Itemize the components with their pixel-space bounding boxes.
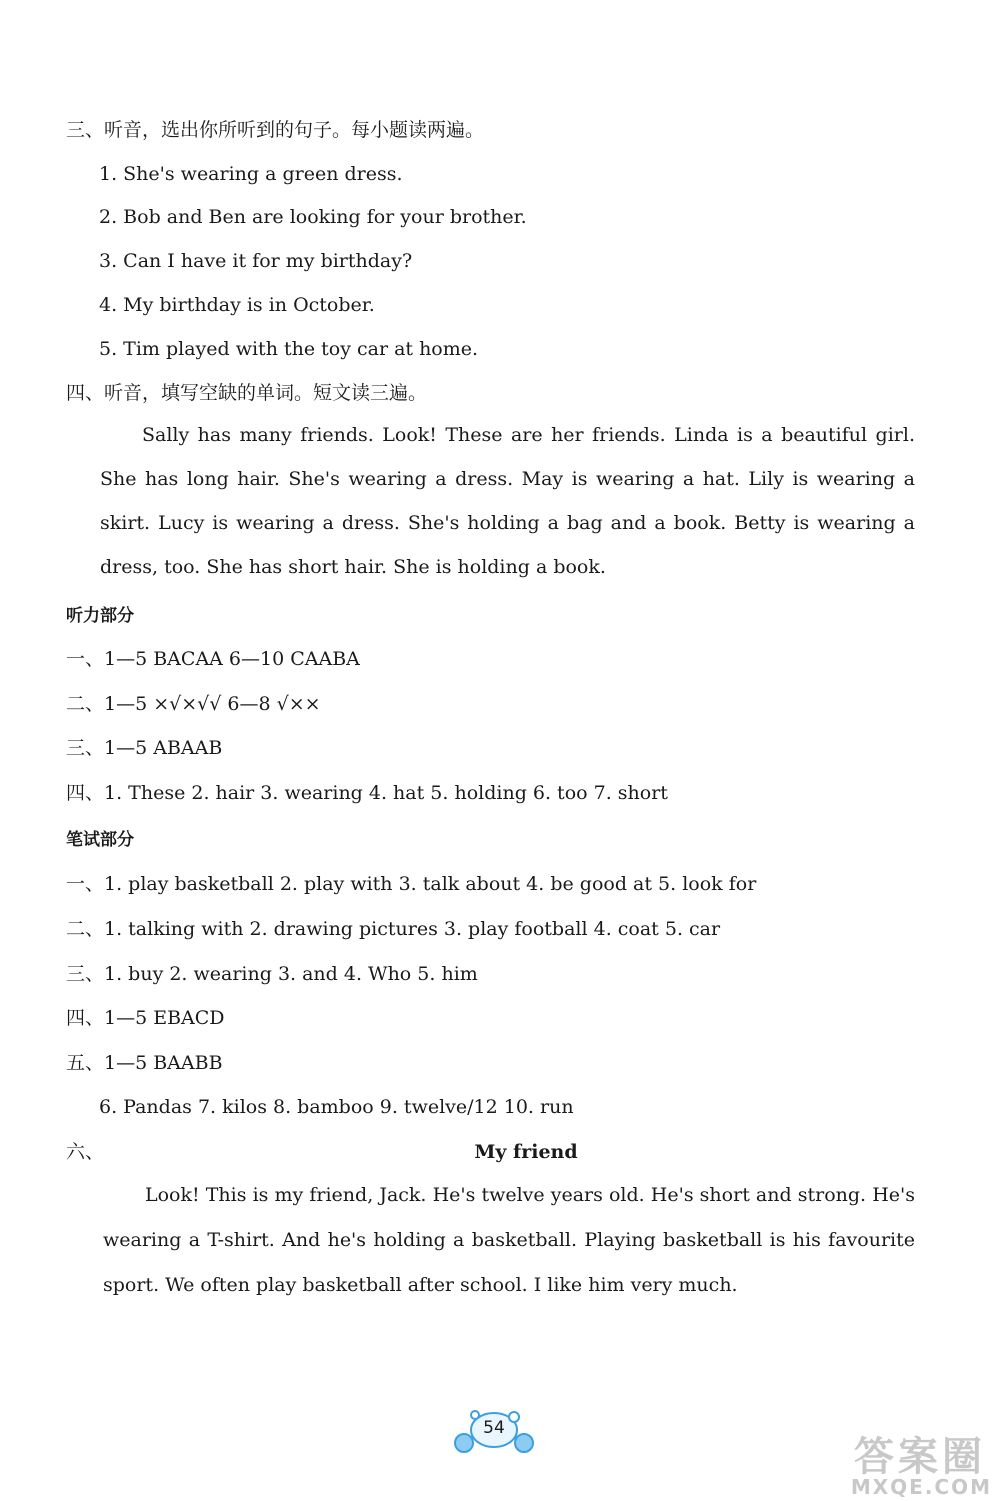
section3-item-2: 2. Bob and Ben are looking for your brother. — [99, 206, 527, 228]
section4-heading: 四、听音，填写空缺的单词。短文读三遍。 — [66, 382, 428, 404]
essay-body: Look! This is my friend, Jack. He's twelve years old. He's short and strong. He's wearing a T-shirt. And he's holding a basketball. Playing basketball is his favourite sport. We often play basketball after school. I like him very much. — [103, 1184, 915, 1296]
section3-item-4: 4. My birthday is in October. — [99, 294, 375, 316]
listening-answers-heading: 听力部分 — [66, 606, 134, 626]
section3-heading: 三、听音，选出你所听到的句子。每小题读两遍。 — [66, 119, 485, 141]
section3-item-5: 5. Tim played with the toy car at home. — [99, 338, 479, 360]
written-answer-5: 五、1—5 BAABB — [66, 1052, 223, 1074]
listening-answer-3: 三、1—5 ABAAB — [66, 737, 223, 759]
page-number: 54 — [483, 1418, 505, 1438]
watermark — [780, 1425, 1000, 1501]
written-answer-4: 四、1—5 EBACD — [66, 1007, 225, 1029]
written-answer-2: 二、1. talking with 2. drawing pictures 3. play football 4. coat 5. car — [66, 918, 721, 940]
listening-answer-2: 二、1—5 ×√×√√ 6—8 √×× — [66, 693, 321, 715]
section3-item-1: 1. She's wearing a green dress. — [99, 163, 403, 185]
watermark-url: MXQE.COM — [850, 1475, 992, 1499]
page-number-badge — [452, 1402, 536, 1460]
written-answers-heading: 笔试部分 — [66, 830, 134, 850]
written-answer-3: 三、1. buy 2. wearing 3. and 4. Who 5. him — [66, 963, 478, 985]
essay-title: My friend — [474, 1141, 578, 1163]
section3-item-3: 3. Can I have it for my birthday? — [99, 250, 413, 272]
section6-label: 六、 — [66, 1141, 105, 1163]
section4-passage: Sally has many friends. Look! These are her friends. Linda is a beautiful girl. She has long hair. She's wearing a dress. May is wearing a hat. Lily is wearing a skirt. Lucy is wearing a dress. She's holding a bag and a book. Betty is wearing a dress, too. She has short hair. She is holding a book. — [100, 424, 915, 578]
listening-answer-1: 一、1—5 BACAA 6—10 CAABA — [66, 648, 360, 670]
listening-answer-4: 四、1. These 2. hair 3. wearing 4. hat 5. holding 6. too 7. short — [66, 782, 668, 804]
written-answer-1: 一、1. play basketball 2. play with 3. talk about 4. be good at 5. look for — [66, 873, 757, 895]
watermark-cn: 答案圈 — [854, 1434, 986, 1480]
written-answer-5-extra: 6. Pandas 7. kilos 8. bamboo 9. twelve/12 10. run — [99, 1096, 574, 1118]
